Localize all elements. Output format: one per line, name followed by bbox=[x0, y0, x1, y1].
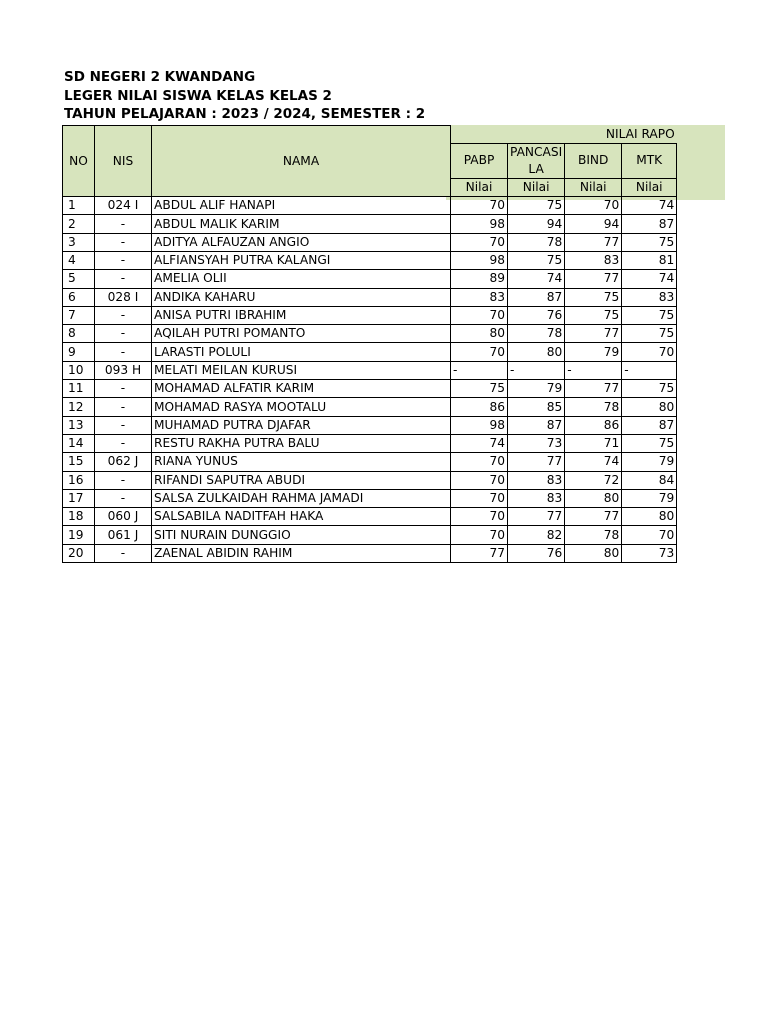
cell-nama: MOHAMAD ALFATIR KARIM bbox=[152, 380, 451, 398]
cell-pancasila: 94 bbox=[508, 215, 565, 233]
cell-bind: 94 bbox=[565, 215, 622, 233]
cell-pancasila: 75 bbox=[508, 197, 565, 215]
cell-pancasila: 83 bbox=[508, 471, 565, 489]
cell-bind: 71 bbox=[565, 434, 622, 452]
cell-mtk: 87 bbox=[622, 416, 677, 434]
cell-nis: - bbox=[95, 233, 152, 251]
table-row bbox=[63, 251, 677, 269]
cell-bind: 78 bbox=[565, 398, 622, 416]
cell-mtk: 75 bbox=[622, 233, 677, 251]
col-header-nilai-rapo: NILAI RAPO bbox=[451, 126, 677, 144]
cell-pabp: 70 bbox=[451, 526, 508, 544]
cell-bind: 74 bbox=[565, 453, 622, 471]
cell-nama: ALFIANSYAH PUTRA KALANGI bbox=[152, 251, 451, 269]
cell-pancasila: - bbox=[508, 361, 565, 379]
cell-mtk: 75 bbox=[622, 434, 677, 452]
cell-pabp: 89 bbox=[451, 270, 508, 288]
cell-mtk: 79 bbox=[622, 453, 677, 471]
cell-nama: ABDUL ALIF HANAPI bbox=[152, 197, 451, 215]
cell-nama: MUHAMAD PUTRA DJAFAR bbox=[152, 416, 451, 434]
cell-no: 20 bbox=[63, 544, 95, 562]
cell-pabp: - bbox=[451, 361, 508, 379]
cell-mtk: 83 bbox=[622, 288, 677, 306]
cell-pancasila: 80 bbox=[508, 343, 565, 361]
cell-bind: 86 bbox=[565, 416, 622, 434]
cell-mtk: - bbox=[622, 361, 677, 379]
cell-no: 12 bbox=[63, 398, 95, 416]
table-row bbox=[63, 288, 677, 306]
cell-no: 6 bbox=[63, 288, 95, 306]
cell-nama: AQILAH PUTRI POMANTO bbox=[152, 325, 451, 343]
table-row bbox=[63, 197, 677, 215]
table-row bbox=[63, 306, 677, 324]
school-name: SD NEGERI 2 KWANDANG bbox=[64, 69, 256, 85]
cell-nis: - bbox=[95, 270, 152, 288]
cell-mtk: 74 bbox=[622, 197, 677, 215]
cell-mtk: 79 bbox=[622, 489, 677, 507]
header-row-group bbox=[63, 126, 677, 144]
cell-no: 15 bbox=[63, 453, 95, 471]
cell-bind: 77 bbox=[565, 233, 622, 251]
cell-pabp: 70 bbox=[451, 471, 508, 489]
cell-nama: ABDUL MALIK KARIM bbox=[152, 215, 451, 233]
cell-nama: AMELIA OLII bbox=[152, 270, 451, 288]
cell-pabp: 75 bbox=[451, 380, 508, 398]
cell-bind: 75 bbox=[565, 306, 622, 324]
cell-nis: - bbox=[95, 251, 152, 269]
cell-mtk: 80 bbox=[622, 398, 677, 416]
table-row bbox=[63, 434, 677, 452]
col-header-nis: NIS bbox=[95, 126, 152, 197]
table-row bbox=[63, 453, 677, 471]
cell-nis: 028 I bbox=[95, 288, 152, 306]
cell-nis: - bbox=[95, 306, 152, 324]
table-row bbox=[63, 416, 677, 434]
cell-nama: ANDIKA KAHARU bbox=[152, 288, 451, 306]
cell-bind: 77 bbox=[565, 380, 622, 398]
cell-no: 2 bbox=[63, 215, 95, 233]
cell-nis: - bbox=[95, 544, 152, 562]
cell-pabp: 70 bbox=[451, 233, 508, 251]
table-row bbox=[63, 544, 677, 562]
cell-nis: - bbox=[95, 325, 152, 343]
cell-no: 16 bbox=[63, 471, 95, 489]
col-header-bind: BIND bbox=[565, 143, 622, 178]
cell-bind: 77 bbox=[565, 270, 622, 288]
cell-nama: MELATI MEILAN KURUSI bbox=[152, 361, 451, 379]
cell-pancasila: 79 bbox=[508, 380, 565, 398]
table-row bbox=[63, 489, 677, 507]
cell-pabp: 70 bbox=[451, 343, 508, 361]
cell-pabp: 77 bbox=[451, 544, 508, 562]
cell-mtk: 70 bbox=[622, 526, 677, 544]
cell-no: 7 bbox=[63, 306, 95, 324]
cell-no: 11 bbox=[63, 380, 95, 398]
table-row bbox=[63, 471, 677, 489]
cell-bind: 80 bbox=[565, 489, 622, 507]
col-subheader-nilai: Nilai bbox=[622, 178, 677, 196]
cell-mtk: 75 bbox=[622, 325, 677, 343]
cell-nama: RIANA YUNUS bbox=[152, 453, 451, 471]
cell-nis: - bbox=[95, 398, 152, 416]
cell-nis: - bbox=[95, 343, 152, 361]
cell-bind: 77 bbox=[565, 325, 622, 343]
col-header-mtk: MTK bbox=[622, 143, 677, 178]
cell-nis: - bbox=[95, 215, 152, 233]
cell-no: 19 bbox=[63, 526, 95, 544]
cell-pancasila: 74 bbox=[508, 270, 565, 288]
cell-nama: ANISA PUTRI IBRAHIM bbox=[152, 306, 451, 324]
cell-nis: - bbox=[95, 416, 152, 434]
table-row bbox=[63, 270, 677, 288]
cell-pancasila: 87 bbox=[508, 416, 565, 434]
table-row bbox=[63, 343, 677, 361]
cell-pabp: 86 bbox=[451, 398, 508, 416]
cell-nis: - bbox=[95, 380, 152, 398]
cell-mtk: 87 bbox=[622, 215, 677, 233]
academic-year: TAHUN PELAJARAN : 2023 / 2024, SEMESTER : 2 bbox=[64, 106, 426, 122]
document-title-block bbox=[64, 68, 425, 124]
table-row bbox=[63, 215, 677, 233]
cell-bind: 79 bbox=[565, 343, 622, 361]
cell-no: 18 bbox=[63, 508, 95, 526]
cell-mtk: 75 bbox=[622, 306, 677, 324]
document-subtitle: LEGER NILAI SISWA KELAS KELAS 2 bbox=[64, 87, 332, 104]
cell-mtk: 70 bbox=[622, 343, 677, 361]
table-row bbox=[63, 233, 677, 251]
cell-nama: SALSA ZULKAIDAH RAHMA JAMADI bbox=[152, 489, 451, 507]
cell-bind: 80 bbox=[565, 544, 622, 562]
cell-no: 3 bbox=[63, 233, 95, 251]
cell-nis: 062 J bbox=[95, 453, 152, 471]
cell-no: 13 bbox=[63, 416, 95, 434]
cell-nis: - bbox=[95, 489, 152, 507]
cell-nama: RIFANDI SAPUTRA ABUDI bbox=[152, 471, 451, 489]
cell-pabp: 70 bbox=[451, 197, 508, 215]
cell-pabp: 70 bbox=[451, 508, 508, 526]
cell-nama: SALSABILA NADITFAH HAKA bbox=[152, 508, 451, 526]
col-subheader-nilai: Nilai bbox=[508, 178, 565, 196]
cell-pancasila: 85 bbox=[508, 398, 565, 416]
cell-mtk: 74 bbox=[622, 270, 677, 288]
cell-pancasila: 76 bbox=[508, 306, 565, 324]
cell-pabp: 98 bbox=[451, 215, 508, 233]
cell-nis: - bbox=[95, 434, 152, 452]
table-row bbox=[63, 380, 677, 398]
cell-mtk: 84 bbox=[622, 471, 677, 489]
cell-bind: - bbox=[565, 361, 622, 379]
cell-no: 4 bbox=[63, 251, 95, 269]
cell-pancasila: 82 bbox=[508, 526, 565, 544]
table-row bbox=[63, 526, 677, 544]
cell-bind: 78 bbox=[565, 526, 622, 544]
cell-no: 17 bbox=[63, 489, 95, 507]
cell-mtk: 81 bbox=[622, 251, 677, 269]
table-row bbox=[63, 508, 677, 526]
cell-no: 5 bbox=[63, 270, 95, 288]
cell-pabp: 70 bbox=[451, 306, 508, 324]
cell-pancasila: 77 bbox=[508, 508, 565, 526]
cell-pancasila: 77 bbox=[508, 453, 565, 471]
col-header-pancasila: PANCASI LA bbox=[508, 143, 565, 178]
cell-pancasila: 73 bbox=[508, 434, 565, 452]
cell-bind: 83 bbox=[565, 251, 622, 269]
col-subheader-nilai: Nilai bbox=[565, 178, 622, 196]
cell-pancasila: 75 bbox=[508, 251, 565, 269]
cell-mtk: 80 bbox=[622, 508, 677, 526]
grades-table bbox=[62, 125, 677, 563]
cell-no: 14 bbox=[63, 434, 95, 452]
cell-mtk: 73 bbox=[622, 544, 677, 562]
cell-bind: 77 bbox=[565, 508, 622, 526]
cell-nis: 093 H bbox=[95, 361, 152, 379]
cell-nama: MOHAMAD RASYA MOOTALU bbox=[152, 398, 451, 416]
table-row bbox=[63, 361, 677, 379]
cell-no: 1 bbox=[63, 197, 95, 215]
cell-pabp: 70 bbox=[451, 489, 508, 507]
cell-pabp: 98 bbox=[451, 416, 508, 434]
col-header-nama: NAMA bbox=[152, 126, 451, 197]
cell-pabp: 83 bbox=[451, 288, 508, 306]
cell-bind: 72 bbox=[565, 471, 622, 489]
cell-nis: 060 J bbox=[95, 508, 152, 526]
cell-bind: 75 bbox=[565, 288, 622, 306]
cell-nis: 024 I bbox=[95, 197, 152, 215]
cell-nis: 061 J bbox=[95, 526, 152, 544]
cell-pabp: 74 bbox=[451, 434, 508, 452]
cell-bind: 70 bbox=[565, 197, 622, 215]
cell-pabp: 98 bbox=[451, 251, 508, 269]
cell-pabp: 70 bbox=[451, 453, 508, 471]
table-row bbox=[63, 325, 677, 343]
cell-nama: ZAENAL ABIDIN RAHIM bbox=[152, 544, 451, 562]
cell-nama: LARASTI POLULI bbox=[152, 343, 451, 361]
table-row bbox=[63, 398, 677, 416]
cell-nis: - bbox=[95, 471, 152, 489]
cell-mtk: 75 bbox=[622, 380, 677, 398]
cell-no: 8 bbox=[63, 325, 95, 343]
cell-pabp: 80 bbox=[451, 325, 508, 343]
cell-nama: SITI NURAIN DUNGGIO bbox=[152, 526, 451, 544]
cell-nama: ADITYA ALFAUZAN ANGIO bbox=[152, 233, 451, 251]
col-header-pabp: PABP bbox=[451, 143, 508, 178]
cell-pancasila: 78 bbox=[508, 325, 565, 343]
cell-nama: RESTU RAKHA PUTRA BALU bbox=[152, 434, 451, 452]
col-header-no: NO bbox=[63, 126, 95, 197]
cell-pancasila: 87 bbox=[508, 288, 565, 306]
cell-no: 9 bbox=[63, 343, 95, 361]
cell-pancasila: 78 bbox=[508, 233, 565, 251]
cell-no: 10 bbox=[63, 361, 95, 379]
cell-pancasila: 76 bbox=[508, 544, 565, 562]
cell-pancasila: 83 bbox=[508, 489, 565, 507]
col-subheader-nilai: Nilai bbox=[451, 178, 508, 196]
